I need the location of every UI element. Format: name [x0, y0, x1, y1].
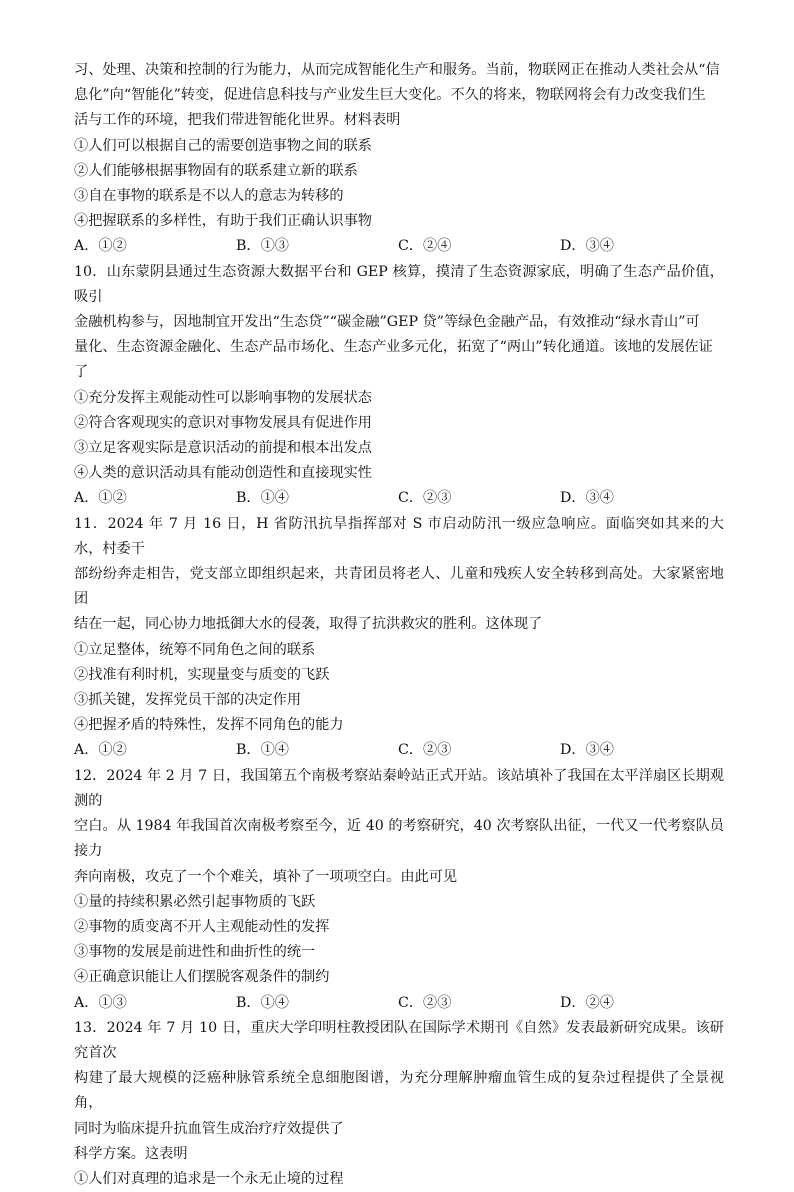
answer-choices	[74, 738, 724, 763]
choice-d: D．③④	[560, 238, 614, 255]
choice-c: C．②③	[398, 994, 452, 1011]
question-13	[74, 1016, 724, 1192]
question-stem-line: 息化”向“智能化”转变，促进信息科技与产业发生巨大变化。不久的将来，物联网将会有力改变我们生	[74, 87, 706, 104]
statement-option-1: ①量的持续积累必然引起事物质的飞跃	[74, 893, 316, 910]
statement-option-2: ②符合客观现实的意识对事物发展具有促进作用	[74, 414, 372, 431]
question-stem-line: 11．2024 年 7 月 16 日，H 省防汛抗旱指挥部对 S 市启动防汛一级应急响应。面临突如其来的大水，村委干	[74, 515, 724, 557]
statement-option-2: ②事物的质变离不开人主观能动性的发挥	[74, 918, 330, 935]
choice-b: B．①④	[236, 490, 289, 507]
statement-option-1: ①人们可以根据自己的需要创造事物之间的联系	[74, 137, 372, 154]
question-stem-line: 12．2024 年 2 月 7 日，我国第五个南极考察站秦岭站正式开站。该站填补了我国在太平洋扇区长期观测的	[74, 767, 724, 809]
choice-b: B．①④	[236, 994, 289, 1011]
question-stem-line: 了	[74, 364, 89, 381]
question-stem-line: 13．2024 年 7 月 10 日，重庆大学印明柱教授团队在国际学术期刊《自然》发表最新研究成果。该研究首次	[74, 1019, 724, 1061]
choice-c: C．②④	[398, 238, 452, 255]
question-stem-line: 科学方案。这表明	[74, 1145, 188, 1162]
exam-page	[74, 58, 724, 1192]
choice-c: C．②③	[398, 490, 452, 507]
question-stem-line: 部纷纷奔走相告，党支部立即组织起来，共青团员将老人、儿童和残疾人安全转移到高处。大家紧密地团	[74, 566, 724, 608]
question-stem-line: 结在一起，同心协力地抵御大水的侵袭，取得了抗洪救灾的胜利。这体现了	[74, 616, 543, 633]
statement-option-4: ④把握矛盾的特殊性，发挥不同角色的能力	[74, 717, 344, 734]
question-stem-line: 空白。从 1984 年我国首次南极考察至今，近 40 的考察研究，40 次考察队出征，一代又一代考察队员接力	[74, 818, 724, 860]
choice-b: B．①③	[236, 238, 289, 255]
choice-a: A．①②	[74, 742, 127, 759]
statement-option-1: ①充分发挥主观能动性可以影响事物的发展状态	[74, 389, 372, 406]
question-12	[74, 764, 724, 1016]
choice-a: A．①②	[74, 490, 127, 507]
question-stem-line: 习、处理、决策和控制的行为能力，从而完成智能化生产和服务。当前，物联网正在推动人类社会从“信	[74, 62, 720, 78]
choice-d: D．②④	[560, 994, 614, 1011]
question-stem-line: 活与工作的环境，把我们带进智能化世界。材料表明	[74, 112, 401, 129]
choice-a: A．①②	[74, 238, 127, 255]
question-stem-line: 奔向南极，攻克了一个个难关，填补了一项项空白。由此可见	[74, 868, 458, 885]
choice-d: D．③④	[560, 490, 614, 507]
statement-option-2: ②人们能够根据事物固有的联系建立新的联系	[74, 162, 358, 179]
answer-choices	[74, 991, 724, 1016]
statement-option-4: ④人类的意识活动具有能动创造性和直接现实性	[74, 465, 372, 482]
choice-c: C．②③	[398, 742, 452, 759]
question-stem-line: 量化、生态资源金融化、生态产品市场化、生态产业多元化，拓宽了“两山”转化通道。该地的发展佐证	[74, 339, 713, 356]
choice-a: A．①③	[74, 994, 127, 1011]
answer-choices	[74, 234, 724, 259]
statement-option-1: ①立足整体，统筹不同角色之间的联系	[74, 641, 316, 658]
choice-b: B．①④	[236, 742, 289, 759]
question-9	[74, 58, 724, 260]
question-stem-line: 构建了最大规模的泛癌种脉管系统全息细胞图谱，为充分理解肿瘤血管生成的复杂过程提供了全景视角，	[74, 1070, 724, 1112]
question-11	[74, 512, 724, 764]
statement-option-4: ④正确意识能让人们摆脱客观条件的制约	[74, 969, 330, 986]
statement-option-1: ①人们对真理的追求是一个永无止境的过程	[74, 1170, 344, 1187]
question-stem-line: 金融机构参与，因地制宜开发出“生态贷”“碳金融”GEP 贷”等绿色金融产品，有效推动“绿水青山”可	[74, 314, 700, 331]
statement-option-4: ④把握联系的多样性，有助于我们正确认识事物	[74, 213, 372, 230]
question-10	[74, 260, 724, 512]
choice-d: D．③④	[560, 742, 614, 759]
question-stem-line: 同时为临床提升抗血管生成治疗疗效提供了	[74, 1120, 344, 1137]
statement-option-2: ②找准有利时机，实现量变与质变的飞跃	[74, 666, 330, 683]
statement-option-3: ③立足客观实际是意识活动的前提和根本出发点	[74, 440, 372, 457]
answer-choices	[74, 486, 724, 511]
question-stem-line: 10．山东蒙阴县通过生态资源大数据平台和 GEP 核算，摸清了生态资源家底，明确了生态产品价值，吸引	[74, 263, 724, 305]
statement-option-3: ③自在事物的联系是不以人的意志为转移的	[74, 188, 344, 205]
statement-option-3: ③抓关键，发挥党员干部的决定作用	[74, 692, 302, 709]
statement-option-3: ③事物的发展是前进性和曲折性的统一	[74, 944, 316, 961]
